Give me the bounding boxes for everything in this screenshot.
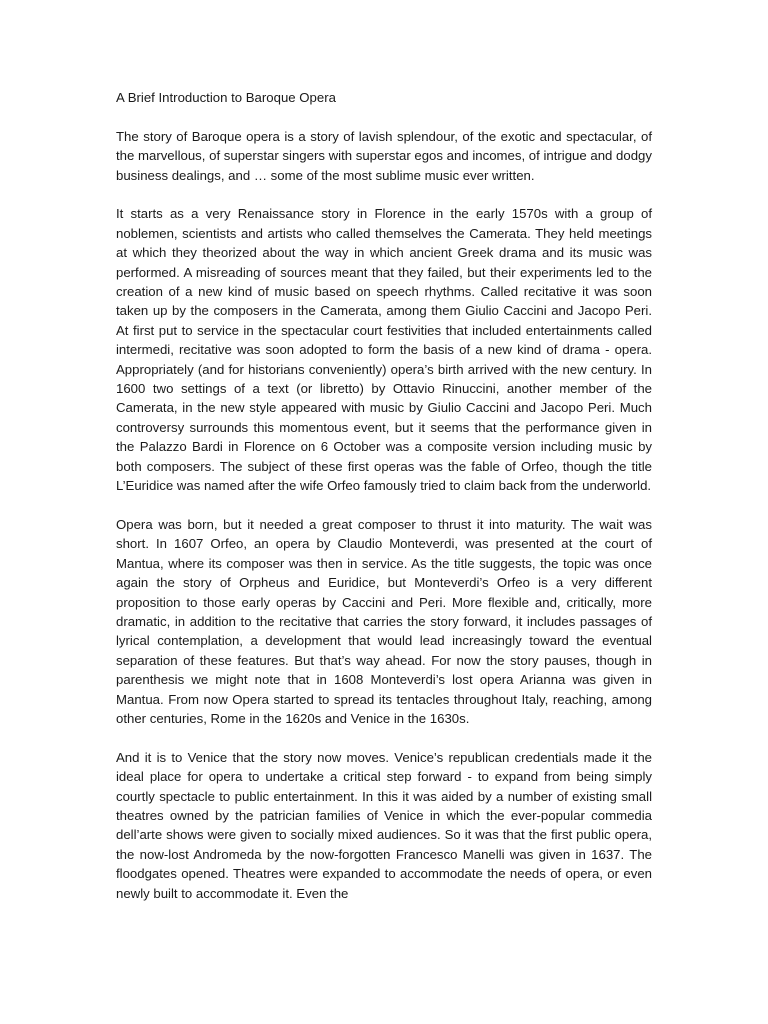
paragraph-camerata: It starts as a very Renaissance story in Florence in the early 1570s with a group of noblemen, scientists and artists who called themselves the Camerata. They held meetings at which they theorized about the way in which ancient Greek drama and its music was performed. A misreading of sources meant that they failed, but their experiments led to the creation of a new kind of music based on speech rhythms. Called recitative it was soon taken up by the composers in the Camerata, among them Giulio Caccini and Jacopo Peri. At first put to service in the spectacular court festivities that included entertainments called intermedi, recitative was soon adopted to form the basis of a new kind of drama - opera. Appropriately (and for historians conveniently) opera’s birth arrived with the new century. In 1600 two settings of a text (or libretto) by Ottavio Rinuccini, another member of the Camerata, in the new style appeared with music by Giulio Caccini and Jacopo Peri. Much controversy surrounds this momentous event, but it seems that the performance given in the Palazzo Bardi in Florence on 6 October was a composite version including music by both composers. The subject of these first operas was the fable of Orfeo, though the title L’Euridice was named after the wife Orfeo famously tried to claim back from the underworld. <box>116 206 652 494</box>
document-page <box>116 88 652 922</box>
paragraph-venice: And it is to Venice that the story now moves. Venice’s republican credentials made it the ideal place for opera to undertake a critical step forward - to expand from being simply courtly spectacle to public entertainment. In this it was aided by a number of existing small theatres owned by the patrician families of Venice in which the ever-popular commedia dell’arte shows were given to socially mixed audiences. So it was that the first public opera, the now-lost Andromeda by the now-forgotten Francesco Manelli was given in 1637. The floodgates opened. Theatres were expanded to accommodate the needs of opera, or even newly built to accommodate it. Even the <box>116 749 652 901</box>
document-title: A Brief Introduction to Baroque Opera <box>116 90 336 105</box>
paragraph-monteverdi: Opera was born, but it needed a great composer to thrust it into maturity. The wait was short. In 1607 Orfeo, an opera by Claudio Monteverdi, was presented at the court of Mantua, where its composer was then in service. As the title suggests, the topic was once again the story of Orpheus and Euridice, but Monteverdi’s Orfeo is a very different proposition to those early operas by Caccini and Peri. More flexible and, critically, more dramatic, in addition to the recitative that carries the story forward, it includes passages of lyrical contemplation, a development that would lead increasingly toward the eventual separation of these features. But that’s way ahead. For now the story pauses, though in parenthesis we might note that in 1608 Monteverdi’s lost opera Arianna was given in Mantua. From now Opera started to spread its tentacles throughout Italy, reaching, among other centuries, Rome in the 1620s and Venice in the 1630s. <box>116 516 652 726</box>
paragraph-intro: The story of Baroque opera is a story of lavish splendour, of the exotic and spectacular, of the marvellous, of superstar singers with superstar egos and incomes, of intrigue and dodgy business dealings, and … some of the most sublime music ever written. <box>116 128 652 183</box>
